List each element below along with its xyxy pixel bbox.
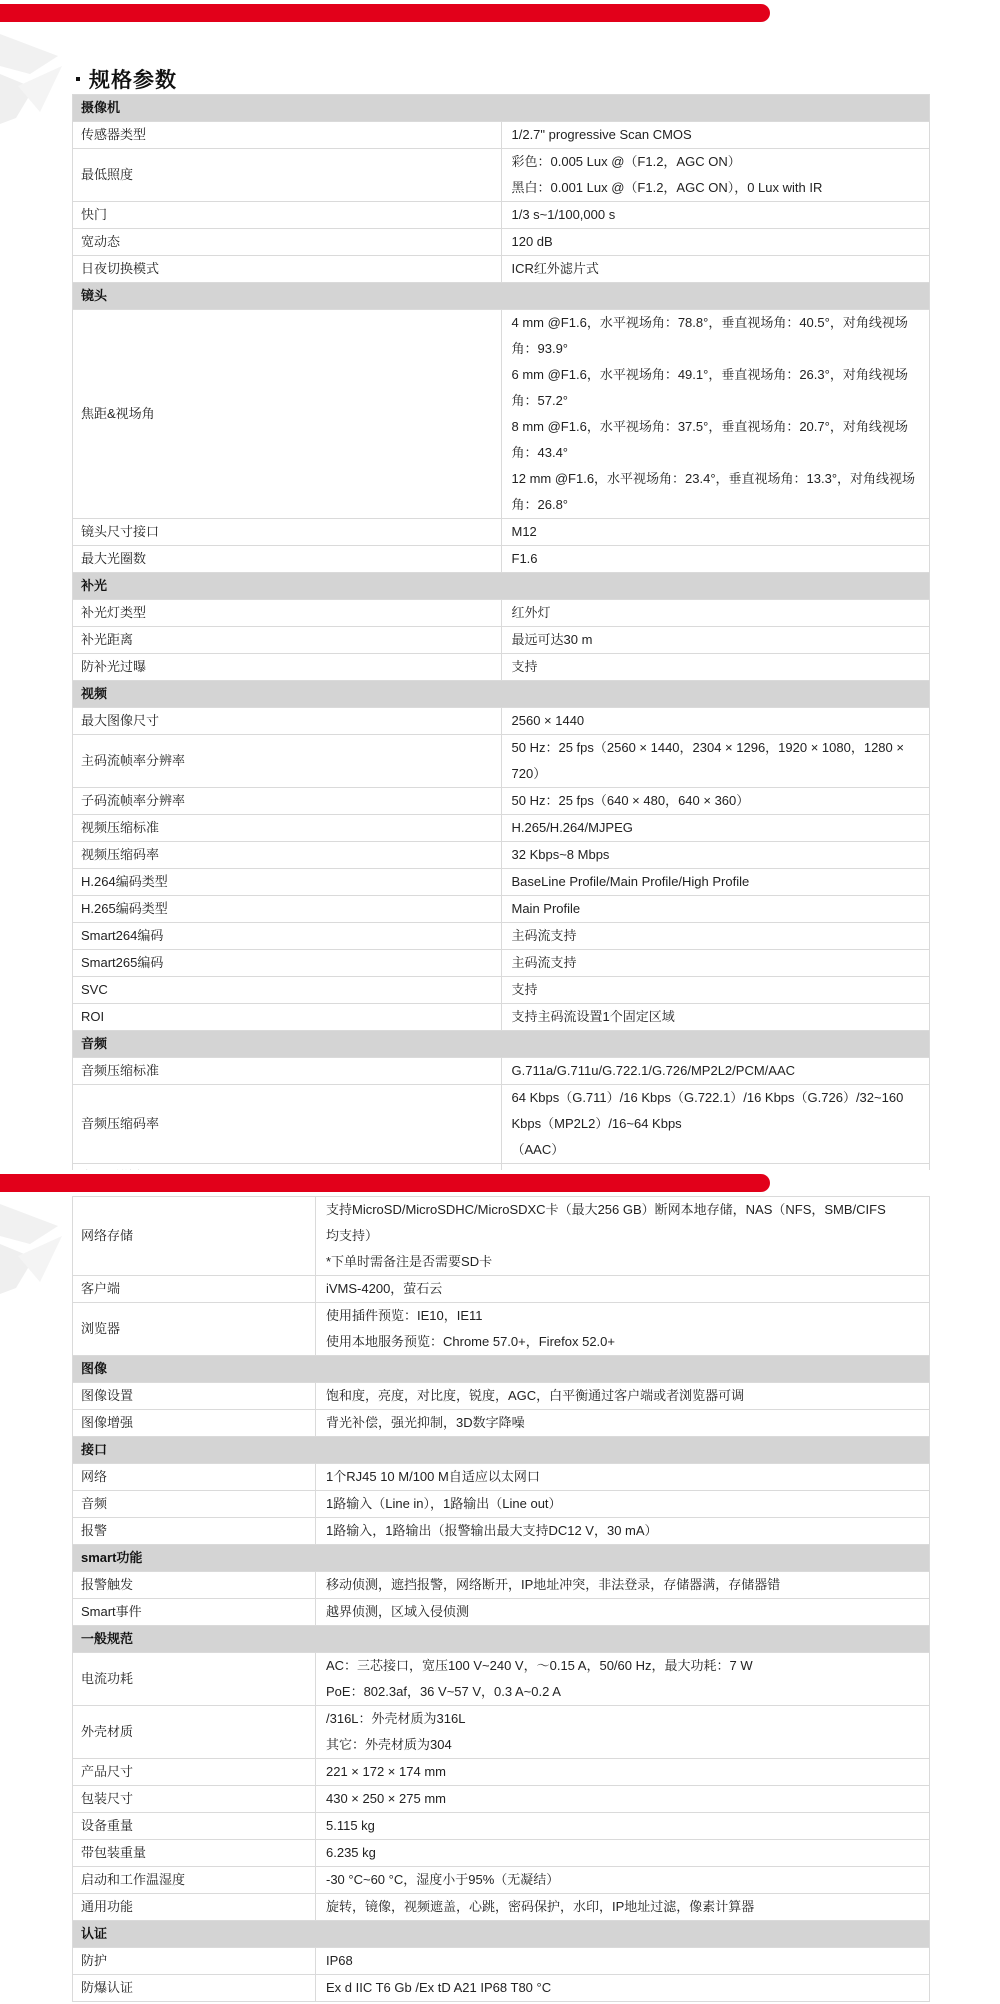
spec-label: 通用功能 bbox=[73, 1894, 316, 1921]
spec-label: 图像增强 bbox=[73, 1410, 316, 1437]
spec-sheet-page-2 bbox=[0, 1170, 1000, 2004]
spec-value bbox=[316, 1303, 930, 1356]
spec-value-line: 越界侦测，区域入侵侦测 bbox=[326, 1604, 470, 1619]
spec-label: 宽动态 bbox=[73, 229, 502, 256]
spec-row bbox=[73, 1572, 930, 1599]
section-title: 视频 bbox=[73, 681, 930, 708]
spec-table-2 bbox=[72, 1196, 930, 2002]
spec-value bbox=[501, 977, 930, 1004]
spec-value bbox=[316, 1948, 930, 1975]
spec-value bbox=[316, 1383, 930, 1410]
spec-value-line: 最远可达30 m bbox=[511, 632, 593, 647]
spec-value-line: 1个RJ45 10 M/100 M自适应以太网口 bbox=[326, 1469, 540, 1484]
spec-value bbox=[316, 1840, 930, 1867]
spec-label: 传感器类型 bbox=[73, 122, 502, 149]
spec-label: 镜头尺寸接口 bbox=[73, 519, 502, 546]
spec-value bbox=[501, 229, 930, 256]
spec-heading bbox=[76, 64, 177, 94]
spec-value-line: iVMS-4200，萤石云 bbox=[326, 1281, 443, 1296]
spec-value bbox=[501, 202, 930, 229]
spec-label: 日夜切换模式 bbox=[73, 256, 502, 283]
spec-label: 音频压缩码率 bbox=[73, 1085, 502, 1164]
spec-value-line: AC：三芯接口，宽压100 V~240 V，～0.15 A，50/60 Hz，最大功耗：7 W bbox=[326, 1658, 753, 1673]
spec-label: 子码流帧率分辨率 bbox=[73, 788, 502, 815]
spec-value bbox=[316, 1599, 930, 1626]
spec-value-line: 6 mm @F1.6，水平视场角：49.1°，垂直视场角：26.3°，对角线视场角：57.2° bbox=[511, 367, 908, 408]
spec-row bbox=[73, 1894, 930, 1921]
spec-value-line: ICR红外滤片式 bbox=[511, 261, 599, 276]
spec-row bbox=[73, 1085, 930, 1164]
heading-bullet-icon bbox=[76, 77, 80, 81]
spec-label: 主码流帧率分辨率 bbox=[73, 735, 502, 788]
spec-value bbox=[501, 735, 930, 788]
section-title: 接口 bbox=[73, 1437, 930, 1464]
spec-value-line: （AAC） bbox=[511, 1142, 565, 1157]
spec-row bbox=[73, 546, 930, 573]
spec-value-line: 1路输入，1路输出（报警输出最大支持DC12 V，30 mA） bbox=[326, 1523, 658, 1538]
spec-label: 带包装重量 bbox=[73, 1840, 316, 1867]
spec-value-line: 黑白：0.001 Lux @（F1.2，AGC ON），0 Lux with IR bbox=[511, 180, 823, 195]
spec-value bbox=[501, 950, 930, 977]
spec-row bbox=[73, 896, 930, 923]
spec-value bbox=[501, 600, 930, 627]
spec-label: Smart264编码 bbox=[73, 923, 502, 950]
spec-value bbox=[316, 1894, 930, 1921]
spec-value-line: 主码流支持 bbox=[511, 928, 577, 943]
spec-value-line: 旋转，镜像，视频遮盖，心跳，密码保护，水印，IP地址过滤，像素计算器 bbox=[326, 1899, 755, 1914]
spec-row bbox=[73, 256, 930, 283]
spec-value-line: 1/2.7" progressive Scan CMOS bbox=[511, 127, 692, 142]
spec-value bbox=[501, 815, 930, 842]
spec-value-line: 4 mm @F1.6，水平视场角：78.8°，垂直视场角：40.5°，对角线视场角：93.9° bbox=[511, 315, 908, 356]
spec-value-line: 1路输入（Line in），1路输出（Line out） bbox=[326, 1496, 562, 1511]
spec-row bbox=[73, 1599, 930, 1626]
spec-row bbox=[73, 950, 930, 977]
spec-label: 图像设置 bbox=[73, 1383, 316, 1410]
section-title: 镜头 bbox=[73, 283, 930, 310]
spec-row bbox=[73, 600, 930, 627]
spec-value bbox=[501, 708, 930, 735]
spec-value bbox=[501, 310, 930, 519]
spec-value-line: 彩色：0.005 Lux @（F1.2，AGC ON） bbox=[511, 154, 741, 169]
spec-row bbox=[73, 1706, 930, 1759]
spec-value-line: F1.6 bbox=[511, 551, 538, 566]
spec-row bbox=[73, 1813, 930, 1840]
spec-value bbox=[316, 1867, 930, 1894]
spec-value-line: 支持 bbox=[511, 982, 538, 997]
spec-value-line: Main Profile bbox=[511, 901, 581, 916]
section-header bbox=[73, 1545, 930, 1572]
spec-value-line: 背光补偿，强光抑制，3D数字降噪 bbox=[326, 1415, 525, 1430]
spec-value bbox=[316, 1706, 930, 1759]
spec-label: SVC bbox=[73, 977, 502, 1004]
spec-row bbox=[73, 310, 930, 519]
spec-label: 报警 bbox=[73, 1518, 316, 1545]
spec-row bbox=[73, 923, 930, 950]
spec-row bbox=[73, 1197, 930, 1276]
spec-label: 电流功耗 bbox=[73, 1653, 316, 1706]
spec-value bbox=[316, 1518, 930, 1545]
spec-value-line: 8 mm @F1.6，水平视场角：37.5°，垂直视场角：20.7°，对角线视场角：43.4° bbox=[511, 419, 908, 460]
section-title: 补光 bbox=[73, 573, 930, 600]
spec-label: 音频 bbox=[73, 1491, 316, 1518]
spec-value-line: M12 bbox=[511, 524, 537, 539]
spec-row bbox=[73, 1383, 930, 1410]
spec-table-1-body bbox=[73, 95, 930, 1171]
spec-value-line: 64 Kbps（G.711）/16 Kbps（G.722.1）/16 Kbps（G.726）/32~160 Kbps（MP2L2）/16~64 Kbps bbox=[511, 1090, 904, 1131]
spec-value bbox=[501, 1085, 930, 1164]
spec-label: 视频压缩标准 bbox=[73, 815, 502, 842]
spec-row bbox=[73, 1518, 930, 1545]
spec-value bbox=[501, 627, 930, 654]
spec-row bbox=[73, 1276, 930, 1303]
section-title: 图像 bbox=[73, 1356, 930, 1383]
spec-value-line: 移动侦测，遮挡报警，网络断开，IP地址冲突，非法登录，存储器满，存储器错 bbox=[326, 1577, 781, 1592]
spec-row bbox=[73, 842, 930, 869]
spec-label: H.264编码类型 bbox=[73, 869, 502, 896]
spec-label: 客户端 bbox=[73, 1276, 316, 1303]
spec-value-line: 饱和度，亮度，对比度，锐度，AGC，白平衡通过客户端或者浏览器可调 bbox=[326, 1388, 745, 1403]
spec-value bbox=[501, 256, 930, 283]
spec-value bbox=[316, 1572, 930, 1599]
spec-row bbox=[73, 1786, 930, 1813]
spec-value-line: 12 mm @F1.6，水平视场角：23.4°，垂直视场角：13.3°，对角线视场角：26.8° bbox=[511, 471, 916, 512]
spec-label: 防补光过曝 bbox=[73, 654, 502, 681]
spec-value-line: 红外灯 bbox=[511, 605, 551, 620]
spec-row bbox=[73, 1491, 930, 1518]
spec-value-line: H.265/H.264/MJPEG bbox=[511, 820, 633, 835]
spec-value bbox=[501, 519, 930, 546]
spec-value-line: 支持 bbox=[511, 659, 538, 674]
section-header bbox=[73, 1031, 930, 1058]
spec-label: 音频压缩标准 bbox=[73, 1058, 502, 1085]
spec-value bbox=[316, 1197, 930, 1276]
spec-row bbox=[73, 788, 930, 815]
spec-label: 最大图像尺寸 bbox=[73, 708, 502, 735]
spec-value-line: G.711a/G.711u/G.722.1/G.726/MP2L2/PCM/AAC bbox=[511, 1063, 796, 1078]
spec-label: 防爆认证 bbox=[73, 1975, 316, 2002]
spec-row bbox=[73, 1410, 930, 1437]
section-header bbox=[73, 283, 930, 310]
spec-label: 包装尺寸 bbox=[73, 1786, 316, 1813]
spec-row bbox=[73, 869, 930, 896]
spec-label: 产品尺寸 bbox=[73, 1759, 316, 1786]
spec-label: 视频压缩码率 bbox=[73, 842, 502, 869]
spec-row bbox=[73, 815, 930, 842]
spec-row bbox=[73, 202, 930, 229]
section-title: 认证 bbox=[73, 1921, 930, 1948]
spec-value-line: 2560 × 1440 bbox=[511, 713, 585, 728]
spec-table-1 bbox=[72, 94, 930, 1170]
section-header bbox=[73, 95, 930, 122]
spec-value bbox=[501, 122, 930, 149]
spec-value-line: IP68 bbox=[326, 1953, 353, 1968]
spec-value-line: 均支持） bbox=[326, 1228, 379, 1243]
spec-label: Smart265编码 bbox=[73, 950, 502, 977]
section-title: 一般规范 bbox=[73, 1626, 930, 1653]
spec-value-line: 50 Hz：25 fps（2560 × 1440，2304 × 1296，1920 × 1080，1280 × 720） bbox=[511, 740, 904, 781]
spec-row bbox=[73, 1058, 930, 1085]
spec-row bbox=[73, 1975, 930, 2002]
section-header bbox=[73, 681, 930, 708]
spec-row bbox=[73, 1004, 930, 1031]
spec-value bbox=[316, 1464, 930, 1491]
spec-value-line: 主码流支持 bbox=[511, 955, 577, 970]
top-red-banner bbox=[0, 1174, 770, 1192]
spec-label: 补光灯类型 bbox=[73, 600, 502, 627]
spec-value-line: *下单时需备注是否需要SD卡 bbox=[326, 1254, 493, 1269]
spec-value-line: 430 × 250 × 275 mm bbox=[326, 1791, 446, 1806]
spec-label: 焦距&视场角 bbox=[73, 310, 502, 519]
spec-value bbox=[316, 1813, 930, 1840]
spec-value bbox=[501, 869, 930, 896]
spec-value bbox=[501, 842, 930, 869]
spec-value bbox=[501, 896, 930, 923]
spec-value-line: BaseLine Profile/Main Profile/High Profile bbox=[511, 874, 750, 889]
top-red-banner bbox=[0, 4, 770, 22]
spec-row bbox=[73, 1759, 930, 1786]
spec-value-line: -30 °C~60 °C，湿度小于95%（无凝结） bbox=[326, 1872, 560, 1887]
spec-label: Smart事件 bbox=[73, 1599, 316, 1626]
spec-value bbox=[316, 1491, 930, 1518]
spec-value bbox=[501, 1004, 930, 1031]
spec-value-line: Ex d IIC T6 Gb /Ex tD A21 IP68 T80 °C bbox=[326, 1980, 552, 1995]
spec-row bbox=[73, 1464, 930, 1491]
spec-row bbox=[73, 1303, 930, 1356]
spec-label: 网络 bbox=[73, 1464, 316, 1491]
spec-value-line: 120 dB bbox=[511, 234, 553, 249]
spec-value-line: 221 × 172 × 174 mm bbox=[326, 1764, 446, 1779]
spec-row bbox=[73, 1653, 930, 1706]
spec-value bbox=[316, 1975, 930, 2002]
spec-label: 外壳材质 bbox=[73, 1706, 316, 1759]
spec-value-line: 其它：外壳材质为304 bbox=[326, 1737, 452, 1752]
spec-value bbox=[501, 923, 930, 950]
spec-row bbox=[73, 708, 930, 735]
section-header bbox=[73, 1921, 930, 1948]
spec-row bbox=[73, 977, 930, 1004]
spec-label: 网络存储 bbox=[73, 1197, 316, 1276]
spec-label: 设备重量 bbox=[73, 1813, 316, 1840]
page-title: 规格参数 bbox=[89, 69, 177, 92]
section-header bbox=[73, 1437, 930, 1464]
spec-row bbox=[73, 735, 930, 788]
spec-value bbox=[316, 1410, 930, 1437]
section-title: smart功能 bbox=[73, 1545, 930, 1572]
spec-value-line: 50 Hz：25 fps（640 × 480，640 × 360） bbox=[511, 793, 750, 808]
spec-label: 报警触发 bbox=[73, 1572, 316, 1599]
spec-row bbox=[73, 1948, 930, 1975]
spec-row bbox=[73, 627, 930, 654]
spec-value bbox=[501, 546, 930, 573]
spec-row bbox=[73, 1840, 930, 1867]
spec-value-line: 32 Kbps~8 Mbps bbox=[511, 847, 610, 862]
spec-table-2-body bbox=[73, 1197, 930, 2002]
spec-value-line: PoE：802.3af，36 V~57 V，0.3 A~0.2 A bbox=[326, 1684, 561, 1699]
spec-row bbox=[73, 149, 930, 202]
spec-value-line: 支持MicroSD/MicroSDHC/MicroSDXC卡（最大256 GB）断网本地存储，NAS（NFS，SMB/CIFS bbox=[326, 1202, 886, 1217]
spec-value-line: 使用插件预览：IE10，IE11 bbox=[326, 1308, 483, 1323]
spec-label: 最大光圈数 bbox=[73, 546, 502, 573]
spec-value bbox=[316, 1653, 930, 1706]
section-title: 摄像机 bbox=[73, 95, 930, 122]
spec-value-line: 支持主码流设置1个固定区域 bbox=[511, 1009, 675, 1024]
spec-label: 最低照度 bbox=[73, 149, 502, 202]
spec-value-line: 5.115 kg bbox=[326, 1818, 375, 1833]
spec-value-line: /316L：外壳材质为316L bbox=[326, 1711, 466, 1726]
spec-row bbox=[73, 519, 930, 546]
section-title: 音频 bbox=[73, 1031, 930, 1058]
spec-value bbox=[501, 788, 930, 815]
spec-value bbox=[316, 1786, 930, 1813]
spec-value-line: 1/3 s~1/100,000 s bbox=[511, 207, 616, 222]
spec-value bbox=[501, 654, 930, 681]
spec-label: 启动和工作温湿度 bbox=[73, 1867, 316, 1894]
spec-value bbox=[501, 1058, 930, 1085]
spec-label: 防护 bbox=[73, 1948, 316, 1975]
spec-label: H.265编码类型 bbox=[73, 896, 502, 923]
spec-row bbox=[73, 1867, 930, 1894]
spec-row bbox=[73, 122, 930, 149]
spec-label: 快门 bbox=[73, 202, 502, 229]
spec-value-line: 6.235 kg bbox=[326, 1845, 376, 1860]
spec-value bbox=[316, 1759, 930, 1786]
spec-label: 补光距离 bbox=[73, 627, 502, 654]
section-header bbox=[73, 573, 930, 600]
spec-value-line: 使用本地服务预览：Chrome 57.0+，Firefox 52.0+ bbox=[326, 1334, 615, 1349]
spec-row bbox=[73, 654, 930, 681]
spec-row bbox=[73, 229, 930, 256]
spec-label: 浏览器 bbox=[73, 1303, 316, 1356]
section-header bbox=[73, 1626, 930, 1653]
spec-label: ROI bbox=[73, 1004, 502, 1031]
spec-value bbox=[316, 1276, 930, 1303]
spec-value bbox=[501, 149, 930, 202]
section-header bbox=[73, 1356, 930, 1383]
